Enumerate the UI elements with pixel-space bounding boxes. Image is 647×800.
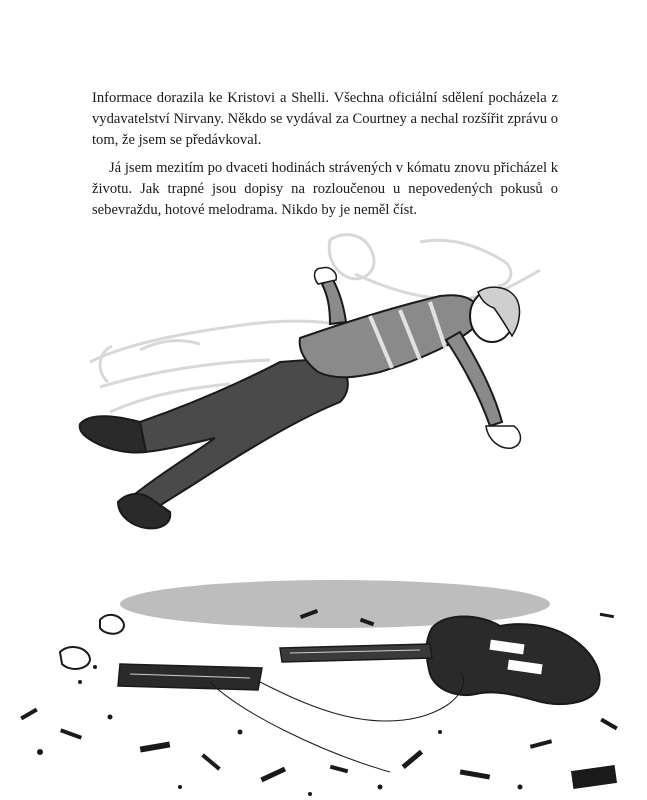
left-arm xyxy=(322,278,346,324)
floating-figure-illustration xyxy=(0,212,647,800)
left-shoe xyxy=(80,416,146,452)
guitar-body xyxy=(427,617,600,705)
paragraph-1: Informace dorazila ke Kristovi a Shelli. Všechna oficiální sdělení pocházela z vydavatelství Nirvany. Někdo se vydával za Courtney a nechal rozšířit zprávu o tom, že jsem se předávkoval. xyxy=(92,90,558,148)
body-text xyxy=(92,88,558,228)
broken-guitar xyxy=(118,617,600,773)
pill-bottles xyxy=(60,615,124,669)
broken-neck xyxy=(118,664,262,690)
right-arm xyxy=(446,332,502,426)
jeans xyxy=(135,358,348,512)
right-hand xyxy=(486,426,521,448)
paragraph-2: Já jsem mezitím po dvaceti hodinách strávených v kómatu znovu přicházel k životu. Jak trapné jsou dopisy na rozloučenou u nepovedených pokusů o sebevraždu, hotové melodrama. Nikdo by je neměl číst. xyxy=(92,160,558,218)
